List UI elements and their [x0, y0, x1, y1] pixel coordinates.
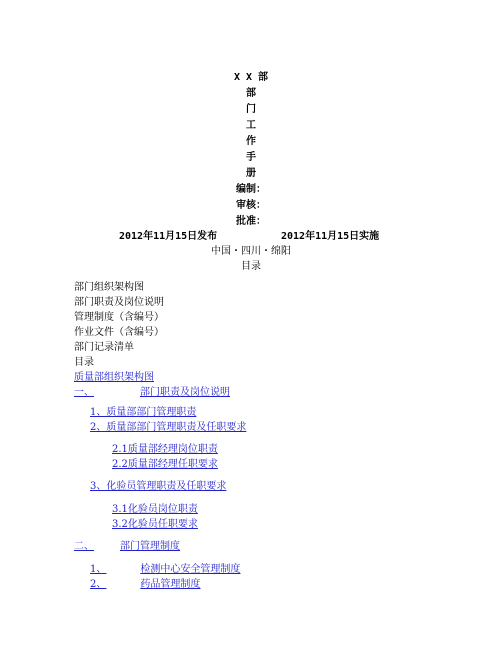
item-number: 1、: [90, 564, 107, 575]
effective-date: 2012年11月15日实施: [281, 231, 380, 242]
toc-heading: 目录: [241, 261, 261, 272]
contents-item: 目录: [74, 357, 94, 368]
cover-title-line: 部: [246, 88, 256, 99]
toc-link-1-3[interactable]: 3、化验员管理职责及任职要求: [90, 481, 227, 492]
toc-link-1-2[interactable]: 2、质量部部门管理职责及任职要求: [90, 422, 247, 433]
toc-link-3-2[interactable]: 3.2化验员任职要求: [112, 519, 198, 530]
toc-link-2-2[interactable]: 2.2质量部经理任职要求: [112, 459, 218, 470]
section-title: 部门管理制度: [120, 541, 180, 552]
section-number: 二、: [74, 541, 94, 552]
item-title: 检测中心安全管理制度: [140, 564, 241, 575]
cover-meta-approved: 批准：: [236, 216, 266, 227]
toc-link-2-item-1[interactable]: [90, 560, 240, 575]
item-number: 2、: [90, 579, 107, 590]
contents-item: 作业文件（含编号）: [74, 327, 164, 338]
location: 中国・四川・绵阳: [211, 246, 291, 257]
contents-item: 部门组织架构图: [74, 282, 144, 293]
cover-title-line: 册: [246, 168, 256, 179]
contents-item: 部门职责及岗位说明: [74, 297, 164, 308]
toc-link-3-1[interactable]: 3.1化验员岗位职责: [112, 504, 198, 515]
item-title: 药品管理制度: [140, 579, 201, 590]
toc-link-2-item-2[interactable]: [90, 575, 200, 590]
toc-link-1-1[interactable]: 1、质量部部门管理职责: [90, 407, 197, 418]
contents-item: 管理制度（含编号）: [74, 312, 164, 323]
cover-title-line: 作: [246, 136, 256, 147]
toc-link-section-1[interactable]: [74, 383, 230, 398]
section-title: 部门职责及岗位说明: [140, 387, 230, 398]
cover-title-line: X X 部: [233, 72, 269, 83]
cover-title-line: 手: [246, 152, 256, 163]
toc-link-2-1[interactable]: 2.1质量部经理岗位职责: [112, 444, 218, 455]
cover-title-line: 工: [246, 120, 256, 131]
cover-title-line: 门: [246, 104, 256, 115]
contents-item: 部门记录清单: [74, 342, 134, 353]
cover-meta-reviewed: 审核：: [236, 200, 266, 211]
cover-meta-compiled: 编制：: [236, 184, 266, 195]
section-number: 一、: [74, 387, 94, 398]
toc-link-org-chart[interactable]: 质量部组织架构图: [74, 372, 154, 383]
toc-link-section-2[interactable]: [74, 537, 180, 552]
publish-date: 2012年11月15日发布: [119, 231, 218, 242]
